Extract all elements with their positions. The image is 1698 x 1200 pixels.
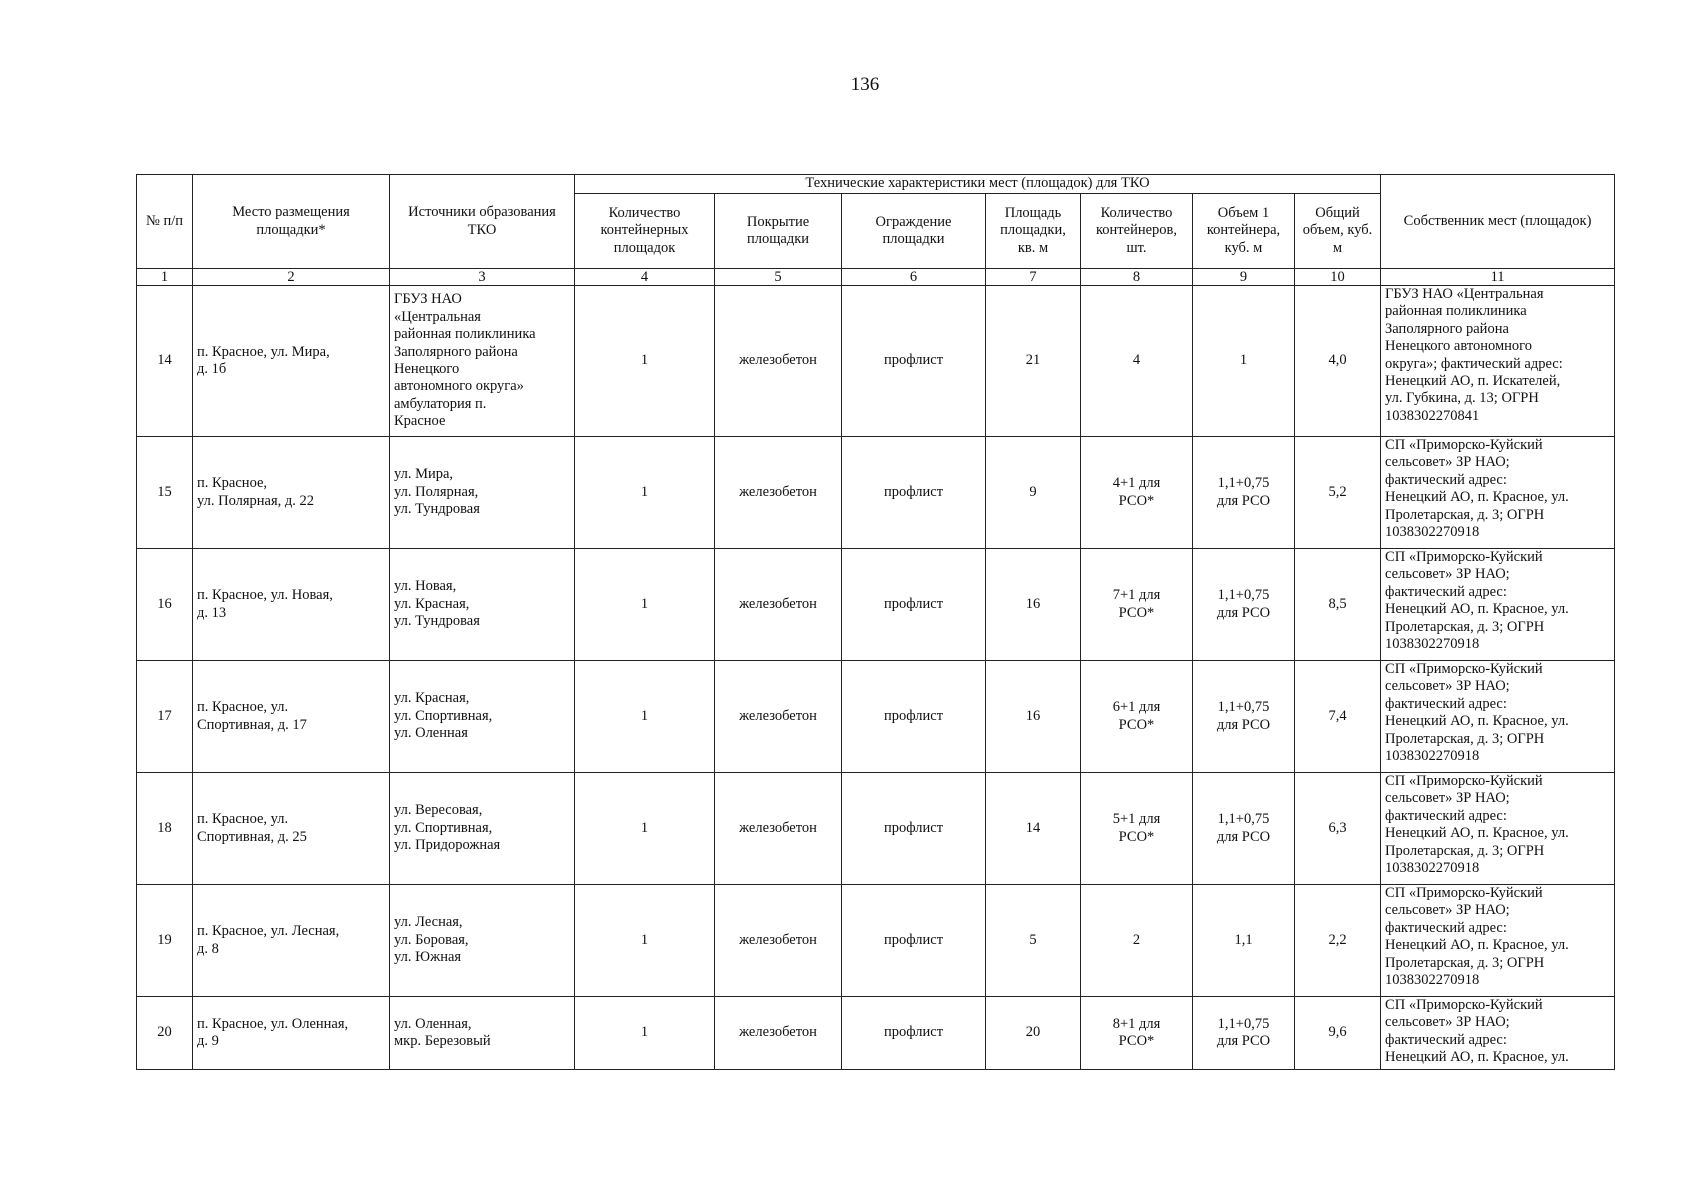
row-num: 18: [137, 773, 193, 885]
row-fence: профлист: [842, 286, 986, 437]
row-volume-one: 1,1: [1193, 885, 1295, 997]
row-sources: ул. Лесная, ул. Боровая, ул. Южная: [390, 885, 575, 997]
row-volume-one: 1: [1193, 286, 1295, 437]
row-owner: ГБУЗ НАО «Центральная районная поликлиника Заполярного района Ненецкого автономного округа»; фактический адрес: Ненецкий АО, п. Искателей, ул. Губкина, д. 13; ОГРН 1038302270841: [1381, 286, 1615, 437]
row-surface: железобетон: [715, 997, 842, 1070]
row-containers: 5+1 для РСО*: [1081, 773, 1193, 885]
header-row-top: [137, 175, 1615, 194]
row-volume-one: 1,1+0,75 для РСО: [1193, 549, 1295, 661]
row-containers: 8+1 для РСО*: [1081, 997, 1193, 1070]
column-number: 5: [715, 269, 842, 286]
row-fence: профлист: [842, 997, 986, 1070]
row-num: 14: [137, 286, 193, 437]
header-fence: Ограждение площадки: [842, 194, 986, 269]
page-number: 136: [850, 74, 880, 95]
row-sources: ул. Красная, ул. Спортивная, ул. Оленная: [390, 661, 575, 773]
header-volume-total: Общий объем, куб. м: [1295, 194, 1381, 269]
row-sources: ГБУЗ НАО «Центральная районная поликлиника Заполярного района Ненецкого автономного округа» амбулатория п. Красное: [390, 286, 575, 437]
row-location: п. Красное, ул. Новая, д. 13: [193, 549, 390, 661]
row-count-sites: 1: [575, 286, 715, 437]
row-count-sites: 1: [575, 549, 715, 661]
row-containers: 4+1 для РСО*: [1081, 437, 1193, 549]
row-fence: профлист: [842, 549, 986, 661]
header-sources: Источники образования ТКО: [390, 175, 575, 269]
row-sources: ул. Мира, ул. Полярная, ул. Тундровая: [390, 437, 575, 549]
table-row: [137, 885, 1615, 997]
column-number: 1: [137, 269, 193, 286]
row-fence: профлист: [842, 773, 986, 885]
header-containers: Количество контейнеров, шт.: [1081, 194, 1193, 269]
header-num: № п/п: [137, 175, 193, 269]
row-num: 17: [137, 661, 193, 773]
row-sources: ул. Новая, ул. Красная, ул. Тундровая: [390, 549, 575, 661]
row-area: 16: [986, 549, 1081, 661]
column-number: 8: [1081, 269, 1193, 286]
row-owner: СП «Приморско-Куйский сельсовет» ЗР НАО; фактический адрес: Ненецкий АО, п. Красное, ул. Пролетарская, д. 3; ОГРН 1038302270918: [1381, 885, 1615, 997]
row-volume-total: 6,3: [1295, 773, 1381, 885]
table-row: [137, 286, 1615, 437]
row-area: 21: [986, 286, 1081, 437]
column-number: 7: [986, 269, 1081, 286]
row-volume-total: 5,2: [1295, 437, 1381, 549]
row-surface: железобетон: [715, 549, 842, 661]
row-location: п. Красное, ул. Лесная, д. 8: [193, 885, 390, 997]
row-area: 14: [986, 773, 1081, 885]
column-numbers-row: [137, 269, 1615, 286]
column-number: 4: [575, 269, 715, 286]
row-volume-one: 1,1+0,75 для РСО: [1193, 437, 1295, 549]
row-count-sites: 1: [575, 437, 715, 549]
row-count-sites: 1: [575, 661, 715, 773]
table-row: [137, 773, 1615, 885]
row-surface: железобетон: [715, 437, 842, 549]
row-sources: ул. Оленная, мкр. Березовый: [390, 997, 575, 1070]
row-location: п. Красное, ул. Полярная, д. 22: [193, 437, 390, 549]
column-number: 2: [193, 269, 390, 286]
row-sources: ул. Вересовая, ул. Спортивная, ул. Придорожная: [390, 773, 575, 885]
row-volume-one: 1,1+0,75 для РСО: [1193, 997, 1295, 1070]
row-area: 20: [986, 997, 1081, 1070]
row-owner: СП «Приморско-Куйский сельсовет» ЗР НАО; фактический адрес: Ненецкий АО, п. Красное, ул.: [1381, 997, 1615, 1070]
row-volume-total: 4,0: [1295, 286, 1381, 437]
row-owner: СП «Приморско-Куйский сельсовет» ЗР НАО; фактический адрес: Ненецкий АО, п. Красное, ул. Пролетарская, д. 3; ОГРН 1038302270918: [1381, 773, 1615, 885]
row-num: 15: [137, 437, 193, 549]
row-fence: профлист: [842, 661, 986, 773]
row-fence: профлист: [842, 885, 986, 997]
row-count-sites: 1: [575, 885, 715, 997]
row-volume-total: 9,6: [1295, 997, 1381, 1070]
table-row: [137, 437, 1615, 549]
header-area: Площадь площадки, кв. м: [986, 194, 1081, 269]
header-volume-one: Объем 1 контейнера, куб. м: [1193, 194, 1295, 269]
row-volume-one: 1,1+0,75 для РСО: [1193, 773, 1295, 885]
row-owner: СП «Приморско-Куйский сельсовет» ЗР НАО; фактический адрес: Ненецкий АО, п. Красное, ул. Пролетарская, д. 3; ОГРН 1038302270918: [1381, 437, 1615, 549]
row-surface: железобетон: [715, 286, 842, 437]
row-area: 9: [986, 437, 1081, 549]
row-surface: железобетон: [715, 885, 842, 997]
row-owner: СП «Приморско-Куйский сельсовет» ЗР НАО; фактический адрес: Ненецкий АО, п. Красное, ул. Пролетарская, д. 3; ОГРН 1038302270918: [1381, 661, 1615, 773]
column-number: 6: [842, 269, 986, 286]
table-row: [137, 661, 1615, 773]
row-containers: 6+1 для РСО*: [1081, 661, 1193, 773]
row-location: п. Красное, ул. Спортивная, д. 25: [193, 773, 390, 885]
waste-sites-table: [136, 174, 1615, 1070]
row-containers: 7+1 для РСО*: [1081, 549, 1193, 661]
row-volume-one: 1,1+0,75 для РСО: [1193, 661, 1295, 773]
row-area: 16: [986, 661, 1081, 773]
header-tech-group: Технические характеристики мест (площадок) для ТКО: [575, 175, 1381, 194]
row-volume-total: 8,5: [1295, 549, 1381, 661]
row-num: 16: [137, 549, 193, 661]
row-fence: профлист: [842, 437, 986, 549]
row-count-sites: 1: [575, 997, 715, 1070]
row-owner: СП «Приморско-Куйский сельсовет» ЗР НАО; фактический адрес: Ненецкий АО, п. Красное, ул. Пролетарская, д. 3; ОГРН 1038302270918: [1381, 549, 1615, 661]
header-count-sites: Количество контейнерных площадок: [575, 194, 715, 269]
row-volume-total: 7,4: [1295, 661, 1381, 773]
table-row: [137, 549, 1615, 661]
row-containers: 2: [1081, 885, 1193, 997]
header-surface: Покрытие площадки: [715, 194, 842, 269]
row-surface: железобетон: [715, 661, 842, 773]
row-num: 20: [137, 997, 193, 1070]
row-area: 5: [986, 885, 1081, 997]
row-num: 19: [137, 885, 193, 997]
column-number: 10: [1295, 269, 1381, 286]
column-number: 11: [1381, 269, 1615, 286]
column-number: 9: [1193, 269, 1295, 286]
header-location: Место размещения площадки*: [193, 175, 390, 269]
row-containers: 4: [1081, 286, 1193, 437]
row-location: п. Красное, ул. Мира, д. 1б: [193, 286, 390, 437]
row-location: п. Красное, ул. Спортивная, д. 17: [193, 661, 390, 773]
table-row: [137, 997, 1615, 1070]
row-volume-total: 2,2: [1295, 885, 1381, 997]
row-location: п. Красное, ул. Оленная, д. 9: [193, 997, 390, 1070]
row-surface: железобетон: [715, 773, 842, 885]
row-count-sites: 1: [575, 773, 715, 885]
header-owner: Собственник мест (площадок): [1381, 175, 1615, 269]
column-number: 3: [390, 269, 575, 286]
